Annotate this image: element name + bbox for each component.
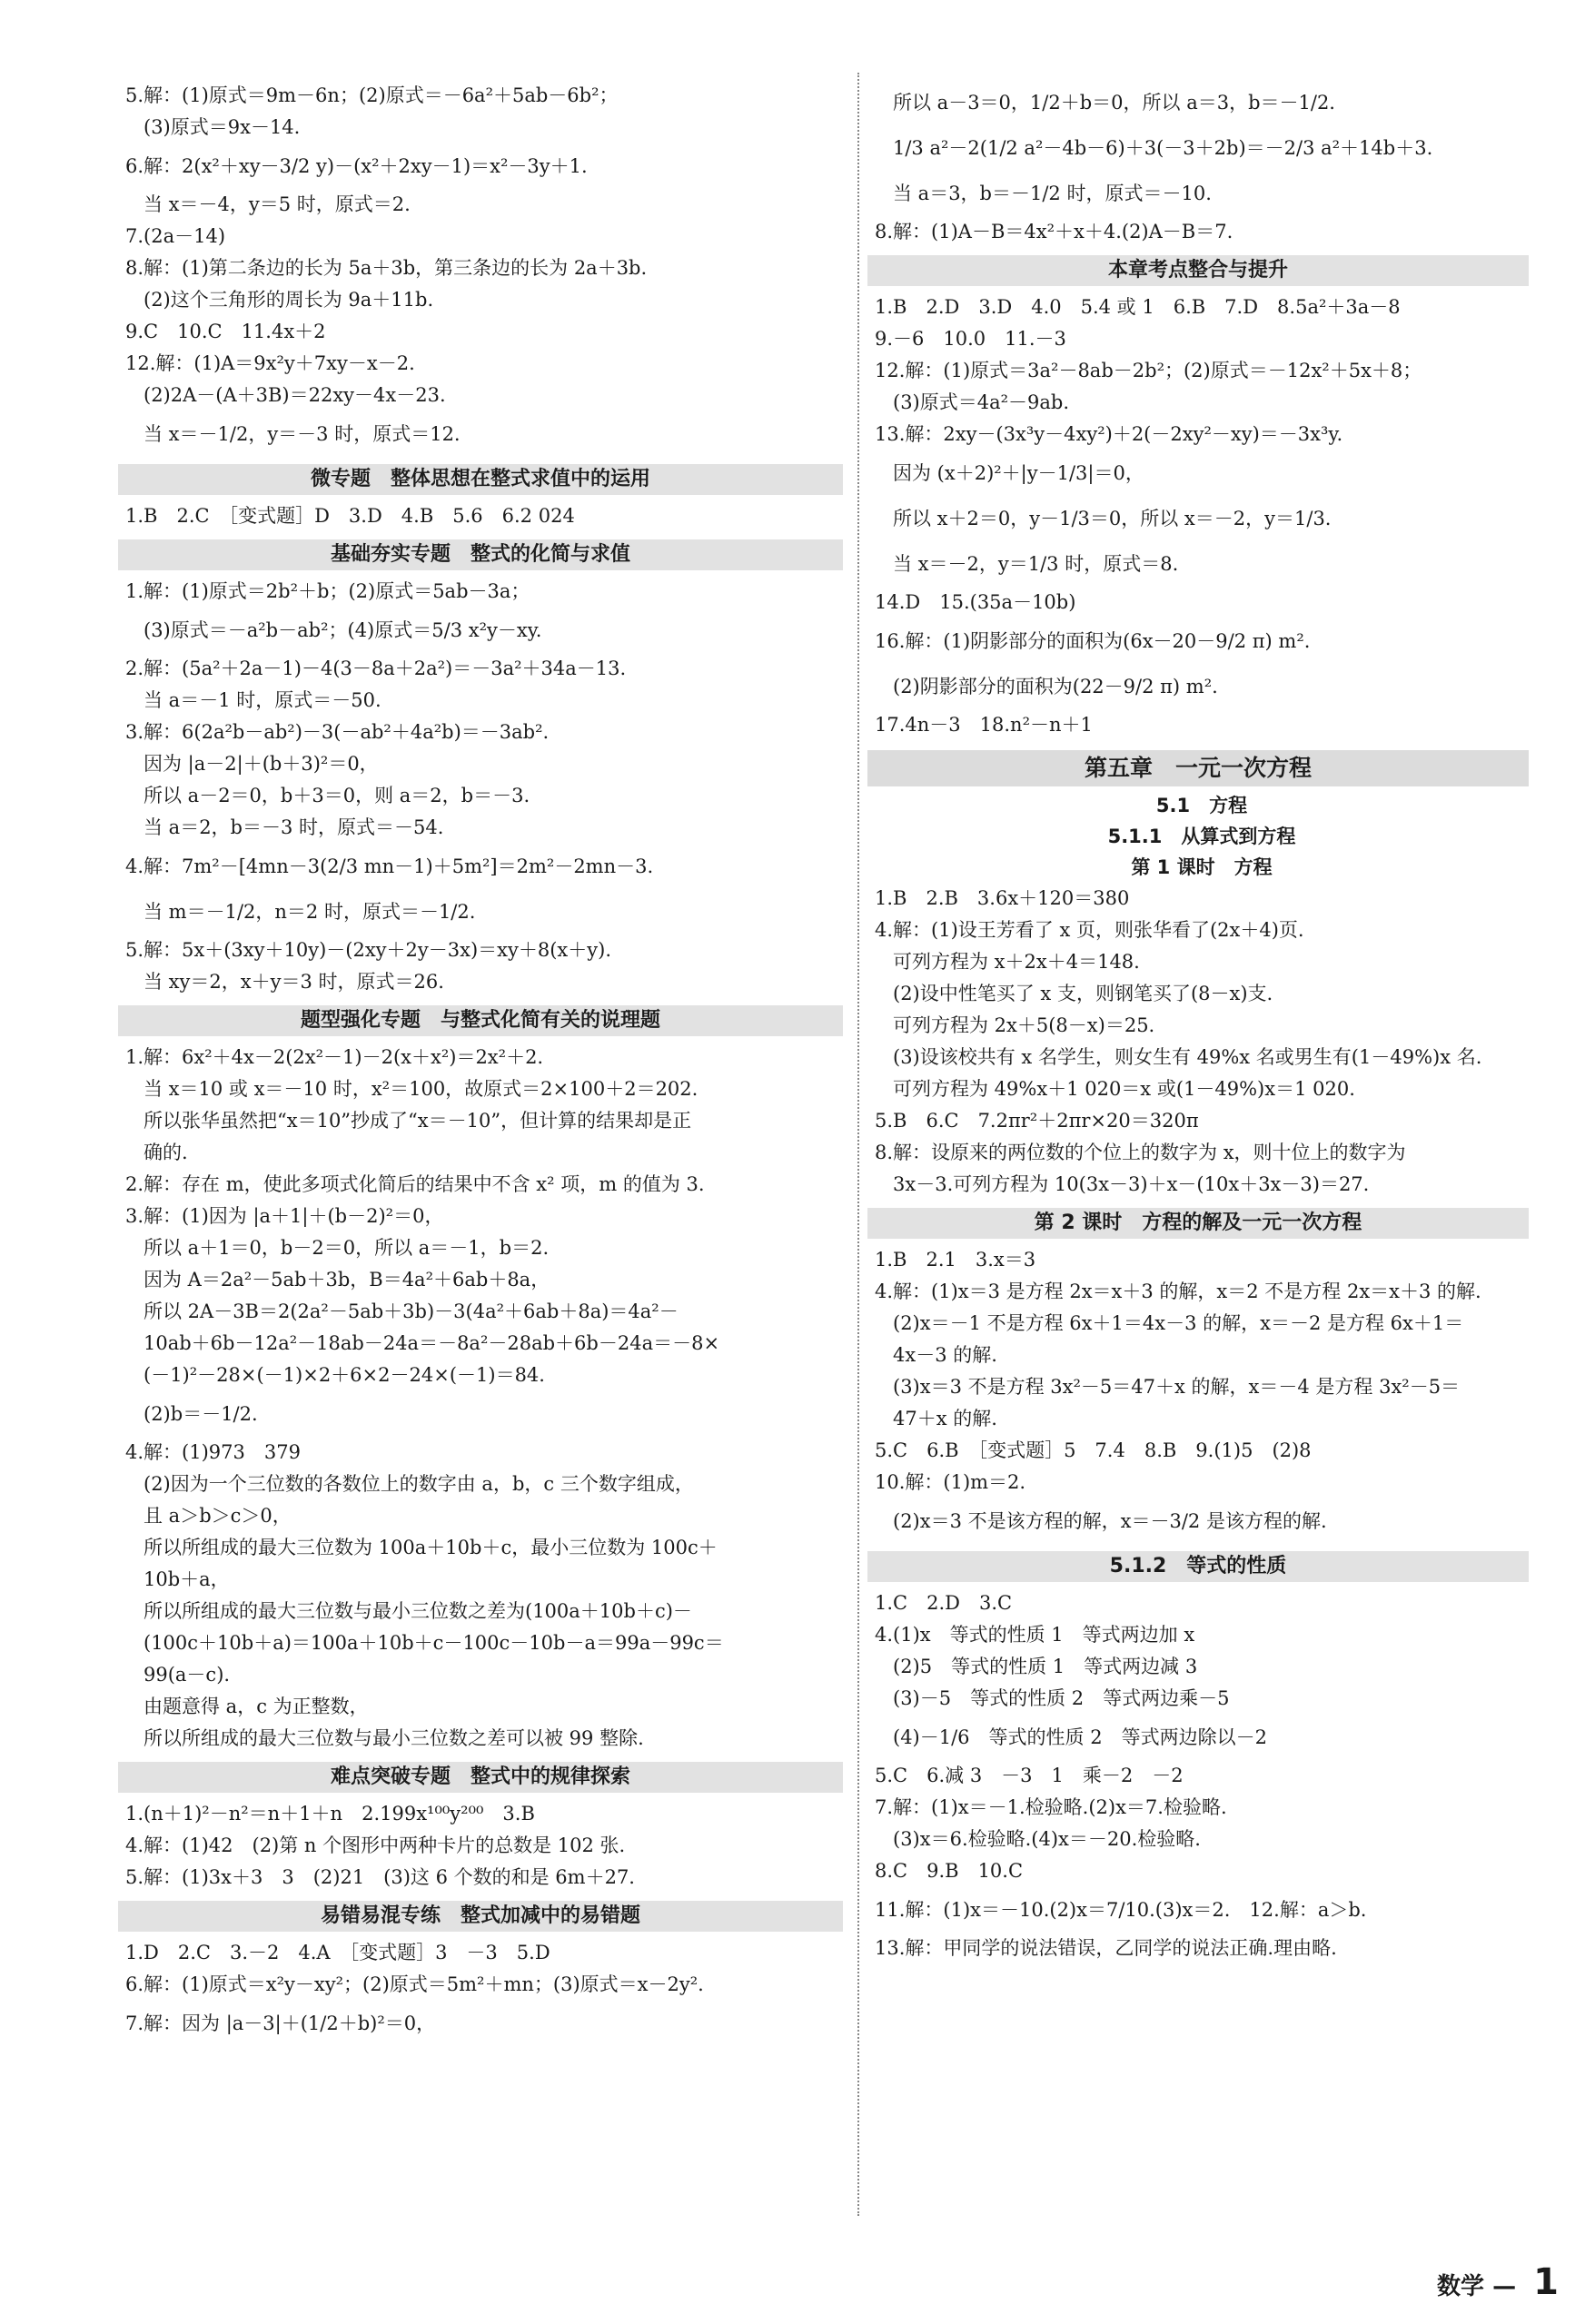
left-column (125, 80, 843, 2046)
answer-line: 6.解：2(x²＋xy－3/2 y)－(x²＋2xy－1)＝x²－3y＋1. (125, 155, 588, 177)
answer-line: 12.解：(1)A＝9x²y＋7xy－x－2. (125, 352, 415, 374)
answer-line: 11.解：(1)x＝－10.(2)x＝7/10.(3)x＝2. 12.解：a＞b. (875, 1899, 1367, 1921)
answer-line: 3.解：(1)因为 |a＋1|＋(b－2)²＝0， (125, 1205, 444, 1227)
answer-line: 当 x＝10 或 x＝－10 时，x²＝100，故原式＝2×100＋2＝202. (144, 1078, 698, 1100)
answer-line: 1.B 2.D 3.D 4.0 5.4 或 1 6.B 7.D 8.5a²＋3a－8 (875, 296, 1401, 318)
answer-line: 4.解：(1)42 (2)第 n 个图形中两种卡片的总数是 102 张. (125, 1834, 626, 1856)
answer-line: 5.解：(1)原式＝9m－6n；(2)原式＝－6a²＋5ab－6b²； (125, 84, 619, 106)
answer-line: 当 x＝－2，y＝1/3 时，原式＝8. (893, 553, 1179, 575)
answer-line: 当 m＝－1/2，n＝2 时，原式＝－1/2. (144, 901, 476, 923)
section-heading: 易错易混专练 整式加减中的易错题 (118, 1901, 843, 1932)
section-heading: 题型强化专题 与整式化简有关的说理题 (118, 1005, 843, 1036)
answer-line: 1.(n＋1)²－n²＝n＋1＋n 2.199x¹⁰⁰y²⁰⁰ 3.B (125, 1803, 535, 1825)
answer-line: 因为 (x＋2)²＋|y－1/3|＝0， (893, 462, 1144, 484)
answer-line: 10.解：(1)m＝2. (875, 1471, 1026, 1493)
section-heading: 5.1.2 等式的性质 (867, 1551, 1529, 1582)
answer-line: 当 a＝－1 时，原式＝－50. (144, 689, 381, 711)
answer-line: 8.解：(1)A－B＝4x²＋x＋4.(2)A－B＝7. (875, 221, 1233, 242)
answer-line: 4.解：(1)设王芳看了 x 页，则张华看了(2x＋4)页. (875, 919, 1304, 941)
answer-line: 7.(2a－14) (125, 225, 226, 247)
answer-line: 5.解：5x＋(3xy＋10y)－(2xy＋2y－3x)＝xy＋8(x＋y). (125, 939, 611, 961)
page-number: 1 (1533, 2261, 1559, 2303)
answer-line: (3)x＝6.检验略.(4)x＝－20.检验略. (893, 1828, 1201, 1850)
answer-line: 1.B 2.B 3.6x＋120＝380 (875, 887, 1130, 909)
answer-line: 13.解：甲同学的说法错误，乙同学的说法正确.理由略. (875, 1937, 1337, 1959)
answer-line: 6.解：(1)原式＝x²y－xy²；(2)原式＝5m²＋mn；(3)原式＝x－2y². (125, 1973, 704, 1995)
answer-line: 8.解：设原来的两位数的个位上的数字为 x，则十位上的数字为 (875, 1142, 1406, 1163)
answer-line: (3)原式＝9x－14. (144, 116, 301, 138)
answer-line: 3.解：6(2a²b－ab²)－3(－ab²＋4a²b)＝－3ab². (125, 721, 550, 743)
section-heading: 第 2 课时 方程的解及一元一次方程 (867, 1208, 1529, 1239)
answer-line: 1.B 2.C ［变式题］D 3.D 4.B 5.6 6.2 024 (125, 505, 575, 527)
answer-line: 5.C 6.B ［变式题］5 7.4 8.B 9.(1)5 (2)8 (875, 1439, 1312, 1461)
answer-line: (3)原式＝－a²b－ab²；(4)原式＝5/3 x²y－xy. (144, 619, 542, 641)
answer-line: 4.解：(1)973 379 (125, 1441, 301, 1463)
section-heading: 基础夯实专题 整式的化简与求值 (118, 539, 843, 570)
answer-line: (3)设该校共有 x 名学生，则女生有 49%x 名或男生有(1－49%)x 名. (893, 1046, 1482, 1068)
chapter-heading: 第五章 一元一次方程 (867, 750, 1529, 786)
subsection-heading: 5.1.1 从算式到方程 (1107, 826, 1296, 847)
page-footer (1437, 2261, 1559, 2303)
column-divider (857, 73, 859, 2216)
answer-line: 1.C 2.D 3.C (875, 1592, 1013, 1614)
answer-line: 所以 2A－3B＝2(2a²－5ab＋3b)－3(4a²＋6ab＋8a)＝4a²－ (144, 1300, 679, 1322)
answer-line: 47＋x 的解. (893, 1408, 997, 1429)
answer-line: 17.4n－3 18.n²－n＋1 (875, 714, 1093, 736)
answer-line: 12.解：(1)原式＝3a²－8ab－2b²；(2)原式＝－12x²＋5x＋8； (875, 360, 1422, 381)
answer-line: 因为 |a－2|＋(b＋3)²＝0， (144, 753, 379, 775)
answer-line: 5.C 6.减 3 －3 1 乘－2 －2 (875, 1765, 1184, 1786)
right-column (875, 80, 1529, 1964)
answer-line: 8.解：(1)第二条边的长为 5a＋3b，第三条边的长为 2a＋3b. (125, 257, 648, 279)
answer-line: 因为 A＝2a²－5ab＋3b，B＝4a²＋6ab＋8a， (144, 1269, 550, 1291)
answer-line: 确的. (144, 1142, 188, 1163)
answer-line: (－1)²－28×(－1)×2＋6×2－24×(－1)＝84. (144, 1364, 545, 1386)
answer-line: (2)阴影部分的面积为(22－9/2 π) m². (893, 676, 1218, 697)
answer-line: 所以张华虽然把“x＝10”抄成了“x＝－10”，但计算的结果却是正 (144, 1110, 692, 1132)
footer-dash: — (1492, 2273, 1517, 2300)
answer-line: 16.解：(1)阴影部分的面积为(6x－20－9/2 π) m². (875, 630, 1311, 652)
answer-line: 所以所组成的最大三位数为 100a＋10b＋c，最小三位数为 100c＋ (144, 1537, 718, 1558)
answer-line: (2)x＝－1 不是方程 6x＋1＝4x－3 的解，x＝－2 是方程 6x＋1＝ (893, 1312, 1464, 1334)
answer-line: 8.C 9.B 10.C (875, 1860, 1024, 1882)
answer-line: (2)x＝3 不是该方程的解，x＝－3/2 是该方程的解. (893, 1510, 1327, 1532)
answer-line: 5.B 6.C 7.2πr²＋2πr×20＝320π (875, 1110, 1199, 1132)
answer-line: 4x－3 的解. (893, 1344, 997, 1366)
answer-line: 7.解：(1)x＝－1.检验略.(2)x＝7.检验略. (875, 1796, 1227, 1818)
answer-line: 14.D 15.(35a－10b) (875, 591, 1076, 613)
answer-line: 10b＋a， (144, 1568, 230, 1590)
answer-line: 当 x＝－1/2，y＝－3 时，原式＝12. (144, 423, 461, 445)
answer-line: (100c＋10b＋a)＝100a＋10b＋c－100c－10b－a＝99a－99c＝ (144, 1632, 724, 1654)
section-heading: 微专题 整体思想在整式求值中的运用 (118, 464, 843, 495)
answer-line: 1.解：6x²＋4x－2(2x²－1)－2(x＋x²)＝2x²＋2. (125, 1046, 544, 1068)
answer-line: 所以所组成的最大三位数与最小三位数之差可以被 99 整除. (144, 1727, 644, 1749)
subsection-heading: 5.1 方程 (1155, 795, 1248, 816)
answer-line: 所以 x＋2＝0，y－1/3＝0，所以 x＝－2，y＝1/3. (893, 508, 1332, 529)
answer-line: 可列方程为 49%x＋1 020＝x 或(1－49%)x＝1 020. (893, 1078, 1355, 1100)
answer-line: (3)－5 等式的性质 2 等式两边乘－5 (893, 1687, 1230, 1709)
answer-line: 可列方程为 2x＋5(8－x)＝25. (893, 1014, 1155, 1036)
answer-line: 可列方程为 x＋2x＋4＝148. (893, 951, 1140, 973)
answer-line: (2)因为一个三位数的各数位上的数字由 a，b，c 三个数字组成， (144, 1473, 694, 1495)
answer-line: 当 a＝2，b＝－3 时，原式＝－54. (144, 816, 444, 838)
section-heading: 本章考点整合与提升 (867, 255, 1529, 286)
answer-line: 2.解：(5a²＋2a－1)－4(3－8a＋2a²)＝－3a²＋34a－13. (125, 658, 627, 679)
answer-line: 1.解：(1)原式＝2b²＋b；(2)原式＝5ab－3a； (125, 580, 530, 602)
subsection-heading: 第 1 课时 方程 (1131, 856, 1273, 878)
answer-line: (4)－1/6 等式的性质 2 等式两边除以－2 (893, 1726, 1267, 1748)
answer-line: (2)这个三角形的周长为 9a＋11b. (144, 289, 434, 311)
answer-line: 1/3 a²－2(1/2 a²－4b－6)＋3(－3＋2b)＝－2/3 a²＋14b＋3. (893, 137, 1433, 159)
answer-line: (2)5 等式的性质 1 等式两边减 3 (893, 1656, 1198, 1677)
answer-line: (2)b＝－1/2. (144, 1403, 258, 1425)
answer-line: 13.解：2xy－(3x³y－4xy²)＋2(－2xy²－xy)＝－3x³y. (875, 423, 1343, 445)
answer-line: 所以 a＋1＝0，b－2＝0，所以 a＝－1，b＝2. (144, 1237, 550, 1259)
answer-line: 当 x＝－4，y＝5 时，原式＝2. (144, 193, 411, 215)
answer-line: 10ab＋6b－12a²－18ab－24a＝－8a²－28ab＋6b－24a＝－8× (144, 1332, 720, 1354)
answer-line: 99(a－c). (144, 1664, 231, 1686)
answer-line: 所以所组成的最大三位数与最小三位数之差为(100a＋10b＋c)－ (144, 1600, 692, 1622)
answer-line: 4.解：7m²－[4mn－3(2/3 mn－1)＋5m²]＝2m²－2mn－3. (125, 855, 654, 877)
answer-line: 由题意得 a，c 为正整数， (144, 1696, 369, 1717)
answer-line: 4.解：(1)x＝3 是方程 2x＝x＋3 的解，x＝2 不是方程 2x＝x＋3 的解. (875, 1281, 1481, 1302)
answer-line: 4.(1)x 等式的性质 1 等式两边加 x (875, 1624, 1195, 1646)
answer-line: (2)2A－(A＋3B)＝22xy－4x－23. (144, 384, 446, 406)
answer-line: 7.解：因为 |a－3|＋(1/2＋b)²＝0， (125, 2012, 436, 2034)
answer-line: 所以 a－3＝0，1/2＋b＝0，所以 a＝3，b＝－1/2. (893, 92, 1335, 114)
footer-subject: 数学 (1437, 2273, 1485, 2300)
answer-line: 当 xy＝2，x＋y＝3 时，原式＝26. (144, 971, 444, 993)
answer-line: (2)设中性笔买了 x 支，则钢笔买了(8－x)支. (893, 983, 1273, 1004)
section-heading: 难点突破专题 整式中的规律探索 (118, 1762, 843, 1793)
answer-line: 2.解：存在 m，使此多项式化简后的结果中不含 x² 项，m 的值为 3. (125, 1173, 705, 1195)
answer-line: 5.解：(1)3x＋3 3 (2)21 (3)这 6 个数的和是 6m＋27. (125, 1866, 635, 1888)
answer-line: 且 a＞b＞c＞0， (144, 1505, 292, 1527)
answer-line: 3x－3.可列方程为 10(3x－3)＋x－(10x＋3x－3)＝27. (893, 1173, 1370, 1195)
answer-line: (3)x＝3 不是方程 3x²－5＝47＋x 的解，x＝－4 是方程 3x²－5＝ (893, 1376, 1461, 1398)
answer-line: 所以 a－2＝0，b＋3＝0，则 a＝2，b＝－3. (144, 785, 530, 806)
answer-line: 9.－6 10.0 11.－3 (875, 328, 1066, 350)
answer-line: 9.C 10.C 11.4x＋2 (125, 321, 326, 342)
answer-line: 1.D 2.C 3.－2 4.A ［变式题］3 －3 5.D (125, 1942, 550, 1963)
answer-line: 当 a＝3，b＝－1/2 时，原式＝－10. (893, 183, 1212, 204)
answer-line: (3)原式＝4a²－9ab. (893, 391, 1070, 413)
answer-line: 1.B 2.1 3.x＝3 (875, 1249, 1036, 1271)
